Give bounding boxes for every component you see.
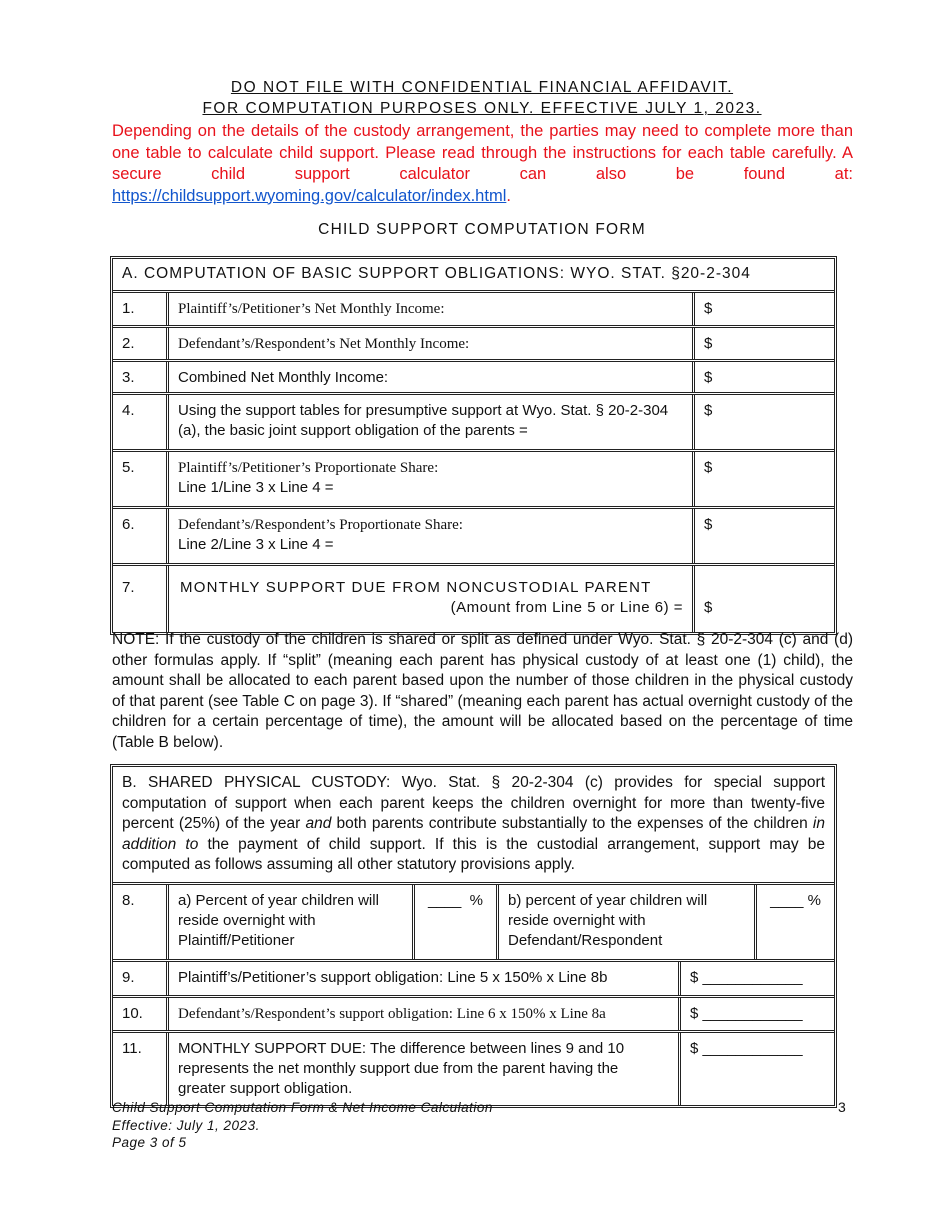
table-b-intro — [113, 767, 834, 882]
amount-field[interactable]: $ — [704, 368, 713, 386]
line-description: Defendant’s/Respondent’s Net Monthly Income: — [169, 328, 695, 359]
instructions — [112, 121, 853, 207]
table-b — [110, 764, 837, 1108]
amount-field[interactable]: $ — [704, 458, 713, 476]
amount-field[interactable]: $ — [704, 401, 713, 419]
line-description: Using the support tables for presumptive support at Wyo. Stat. § 20-2-304 (a), the basic joint support obligation of the parents = — [169, 395, 695, 449]
line-number: 7. — [113, 566, 169, 632]
page-number: 3 — [838, 1099, 846, 1115]
calculator-link[interactable]: https://childsupport.wyoming.gov/calculator/index.html — [112, 186, 507, 205]
table-row — [113, 290, 834, 325]
instructions-end: . — [506, 186, 511, 205]
header-line-1: DO NOT FILE WITH CONFIDENTIAL FINANCIAL AFFIDAVIT. — [230, 79, 734, 96]
line-description-2: Line 2/Line 3 x Line 4 = — [178, 535, 334, 553]
intro-text: both parents contribute substantially to the expenses of the children — [331, 815, 813, 832]
footer-effective: Effective: July 1, 2023. — [112, 1117, 260, 1133]
table-row — [113, 506, 834, 563]
amount-field[interactable]: $ — [704, 598, 713, 616]
line-number: 3. — [113, 362, 169, 392]
line-description — [169, 509, 695, 563]
table-row — [113, 1030, 834, 1105]
amount-field[interactable]: $ ____________ — [690, 1039, 803, 1057]
line-number: 4. — [113, 395, 169, 449]
line-number: 2. — [113, 328, 169, 359]
table-row — [113, 359, 834, 392]
amount-field[interactable]: $ — [704, 515, 713, 533]
line-description: Defendant’s/Respondent’s support obligation: Line 6 x 150% x Line 8a — [169, 998, 681, 1030]
amount-field[interactable]: $ ____________ — [690, 1004, 803, 1022]
line-number: 1. — [113, 293, 169, 325]
line-description: Plaintiff’s/Petitioner’s support obligation: Line 5 x 150% x Line 8b — [169, 962, 681, 995]
line-description-2: (Amount from Line 5 or Line 6) = — [450, 598, 683, 616]
footer-title: Child Support Computation Form & Net Income Calculation — [112, 1100, 493, 1115]
intro-emphasis: and — [305, 815, 332, 832]
table-row — [113, 449, 834, 506]
table-row — [113, 325, 834, 359]
line-description — [169, 566, 695, 632]
line-number: 5. — [113, 452, 169, 506]
header-line-2: FOR COMPUTATION PURPOSES ONLY. EFFECTIVE JULY 1, 2023. — [202, 100, 762, 117]
line-number: 10. — [113, 998, 169, 1030]
line-number: 8. — [113, 885, 169, 959]
line-description-1: Defendant’s/Respondent’s Proportionate Share: — [178, 516, 463, 533]
instructions-text: Depending on the details of the custody arrangement, the parties may need to complete more than one table to calculate child support. Please read through the instructions for each table carefully. A secure child support calculator can also be found at: — [112, 122, 853, 183]
table-a-heading: A. COMPUTATION OF BASIC SUPPORT OBLIGATIONS: WYO. STAT. §20-2-304 — [122, 265, 751, 282]
line-number: 9. — [113, 962, 169, 995]
line-description-1: Plaintiff’s/Petitioner’s Proportionate Share: — [178, 459, 439, 476]
line-number: 6. — [113, 509, 169, 563]
form-title: CHILD SUPPORT COMPUTATION FORM — [318, 221, 646, 238]
percent-defendant-field[interactable]: ____ % — [770, 891, 821, 909]
percent-defendant-label: b) percent of year children will reside overnight with Defendant/Respondent — [499, 885, 757, 959]
line-description: Plaintiff’s/Petitioner’s Net Monthly Income: — [169, 293, 695, 325]
line-description-1: MONTHLY SUPPORT DUE FROM NONCUSTODIAL PARENT — [180, 578, 652, 596]
table-a — [110, 256, 837, 635]
note-paragraph: NOTE: If the custody of the children is shared or split as defined under Wyo. Stat. § 20-2-304 (c) and (d) other formulas apply. If “split” (meaning each parent has physical custody of at least one (1) child), the amount shall be allocated to each parent based upon the number of those children in the physical custody of that parent (see Table C on page 3). If “shared” (meaning each parent has actual overnight custody of the children for a certain percentage of time), the amount will be allocated based on the percentage of time (Table B below). — [112, 631, 853, 751]
amount-field[interactable]: $ — [704, 299, 713, 317]
table-row — [113, 392, 834, 449]
table-row — [113, 882, 834, 959]
intro-emphasis: in addition to — [122, 815, 825, 853]
table-row — [113, 959, 834, 995]
table-row — [113, 563, 834, 632]
amount-field[interactable]: $ — [704, 334, 713, 352]
percent-plaintiff-label: a) Percent of year children will reside overnight with Plaintiff/Petitioner — [169, 885, 415, 959]
table-row — [113, 995, 834, 1030]
line-description — [169, 452, 695, 506]
line-description-2: Line 1/Line 3 x Line 4 = — [178, 478, 334, 496]
amount-field[interactable]: $ ____________ — [690, 968, 803, 986]
line-number: 11. — [113, 1033, 169, 1105]
line-description: Combined Net Monthly Income: — [169, 362, 695, 392]
intro-text: the payment of child support. If this is the custodial arrangement, support may be computed as follows assuming all other statutory provisions apply. — [122, 835, 825, 873]
footer-page: Page 3 of 5 — [112, 1135, 187, 1150]
percent-plaintiff-field[interactable]: ____ % — [415, 885, 499, 959]
intro-text: B. SHARED PHYSICAL CUSTODY: Wyo. Stat. § 20-2-304 (c) provides for special support computation of support when each parent keeps the children overnight for more than twenty-five percent (25%) of the year — [122, 774, 825, 832]
footer — [112, 1099, 493, 1152]
line-description: MONTHLY SUPPORT DUE: The difference between lines 9 and 10 represents the net monthly support due from the parent having the greater support obligation. — [169, 1033, 681, 1105]
